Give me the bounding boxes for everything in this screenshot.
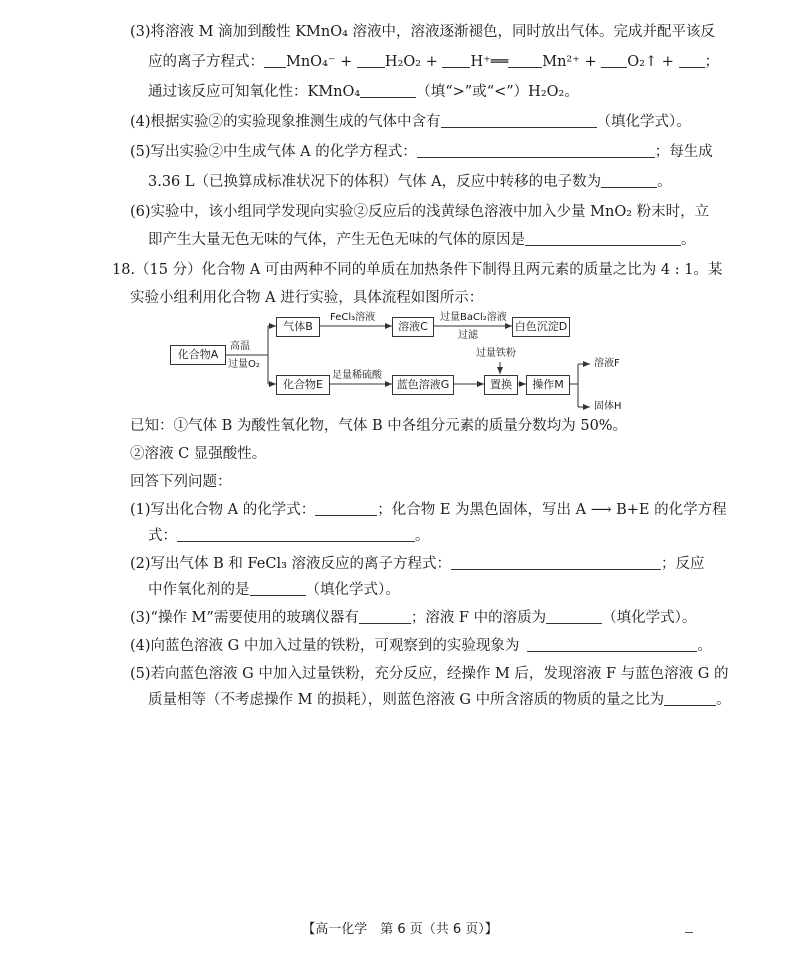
q17-3-line1: (3)将溶液 M 滴加到酸性 KMnO₄ 溶液中，溶液逐渐褪色，同时放出气体。完成并配平该反 xyxy=(130,24,716,40)
text: 质量相等（不考虑操作 M 的损耗），则蓝色溶液 G 中所含溶质的物质的量之比为 xyxy=(148,692,665,708)
label-excess-o2: 过量O₂ xyxy=(228,359,260,370)
text: 中作氧化剂的是 xyxy=(148,582,250,598)
q18-known-1: 已知：①气体 B 为酸性氧化物，气体 B 中各组分元素的质量分数均为 50%。 xyxy=(130,418,628,434)
eq-plus: + xyxy=(425,54,438,70)
label-fecl3: FeCl₃溶液 xyxy=(330,312,376,323)
eq-plus: + xyxy=(584,54,597,70)
text: (4)向蓝色溶液 G 中加入过量的铁粉，可观察到的实验现象为 xyxy=(130,638,520,654)
text: 通过该反应可知氧化性：KMnO₄ xyxy=(148,84,361,100)
q18-5-line2 xyxy=(148,690,731,710)
q18-3 xyxy=(130,608,696,628)
label-filter: 过滤 xyxy=(458,330,478,341)
q18-intro-line1: 18.（15 分）化合物 A 可由两种不同的单质在加热条件下制得且两元素的质量之比为 4 : 1。某 xyxy=(112,262,723,278)
text: ；每生成 xyxy=(654,144,713,160)
text: 。 xyxy=(697,638,712,654)
text: （填化学式）。 xyxy=(602,610,697,626)
q18-known-2: ②溶液 C 显强酸性。 xyxy=(130,446,267,462)
eq-plus: + xyxy=(661,54,674,70)
label-high-temp: 高温 xyxy=(230,341,250,352)
text: 。 xyxy=(716,692,731,708)
blank xyxy=(359,609,411,624)
blank xyxy=(451,555,661,570)
text: (1)写出化合物 A 的化学式： xyxy=(130,502,316,518)
label-excess-iron: 过量铁粉 xyxy=(476,348,516,359)
text: （填“>”或“<”）H₂O₂。 xyxy=(416,84,579,100)
text: 。 xyxy=(657,174,672,190)
blank xyxy=(527,637,697,652)
blank xyxy=(250,581,306,596)
box-operation-m: 操作M xyxy=(526,375,570,395)
text: 。 xyxy=(415,528,430,544)
eq-term: O₂↑ xyxy=(627,54,658,70)
blank xyxy=(546,609,602,624)
text: 即产生大量无色无味的气体，产生无色无味的气体的原因是 xyxy=(148,232,525,248)
box-compound-a: 化合物A xyxy=(170,345,226,365)
q18-1-line2 xyxy=(148,526,430,546)
text: ；反应 xyxy=(661,556,705,572)
eq-term: Mn²⁺ xyxy=(542,54,580,70)
label-dilute-h2so4: 足量稀硫酸 xyxy=(332,370,382,381)
q18-intro-line2: 实验小组利用化合物 A 进行实验，具体流程如图所示： xyxy=(130,290,484,306)
q17-6-line1: (6)实验中，该小组同学发现向实验②反应后的浅黄绿色溶液中加入少量 MnO₂ 粉末时，立 xyxy=(130,204,710,220)
box-gas-b: 气体B xyxy=(276,317,320,337)
text: (2)写出气体 B 和 FeCl₃ 溶液反应的离子方程式： xyxy=(130,556,452,572)
page-footer: 【高一化学 第 6 页（共 6 页）】 xyxy=(302,922,498,937)
blank xyxy=(315,501,377,516)
corner-mark xyxy=(685,932,693,933)
text: ；化合物 E 为黑色固体，写出 A ⟶ B+E 的化学方程 xyxy=(377,502,727,518)
label-solid-h: 固体H xyxy=(594,401,622,412)
box-solution-c: 溶液C xyxy=(392,317,434,337)
eq-plus: + xyxy=(340,54,353,70)
text: 。 xyxy=(681,232,696,248)
text: (3)“操作 M”需要使用的玻璃仪器有 xyxy=(130,610,359,626)
q18-5-line1: (5)若向蓝色溶液 G 中加入过量铁粉，充分反应，经操作 M 后，发现溶液 F 与蓝色溶液 G 的 xyxy=(130,666,729,682)
box-displacement: 置换 xyxy=(484,375,518,395)
eq-arrow: ══ xyxy=(490,54,509,70)
text: (5)写出实验②中生成气体 A 的化学方程式： xyxy=(130,144,417,160)
q18-2-line2 xyxy=(148,580,400,600)
box-compound-e: 化合物E xyxy=(276,375,330,395)
box-white-precipitate-d: 白色沉淀D xyxy=(512,317,570,337)
text: ；溶液 F 中的溶质为 xyxy=(410,610,547,626)
blank xyxy=(664,691,716,706)
q18-2-line1 xyxy=(130,554,705,574)
text: 式： xyxy=(148,528,177,544)
label-bacl2: 过量BaCl₂溶液 xyxy=(440,312,507,323)
text: (4)根据实验②的实验现象推测生成的气体中含有 xyxy=(130,114,441,130)
blank xyxy=(177,527,415,542)
text: 3.36 L（已换算成标准状况下的体积）气体 A，反应中转移的电子数为 xyxy=(148,174,602,190)
eq-term: H⁺ xyxy=(470,54,491,70)
eq-term: MnO₄⁻ xyxy=(286,54,336,70)
q18-answer-prompt: 回答下列问题： xyxy=(130,474,232,490)
text: （填化学式）。 xyxy=(305,582,400,598)
label-solution-f: 溶液F xyxy=(594,358,620,369)
text: （填化学式）。 xyxy=(596,114,691,130)
q18-4 xyxy=(130,636,712,656)
eq-end: ； xyxy=(704,54,720,70)
box-blue-solution-g: 蓝色溶液G xyxy=(392,375,454,395)
q17-3-prefix: 应的离子方程式： xyxy=(148,54,264,70)
eq-term: H₂O₂ xyxy=(384,54,422,70)
q18-1-line1 xyxy=(130,500,727,520)
